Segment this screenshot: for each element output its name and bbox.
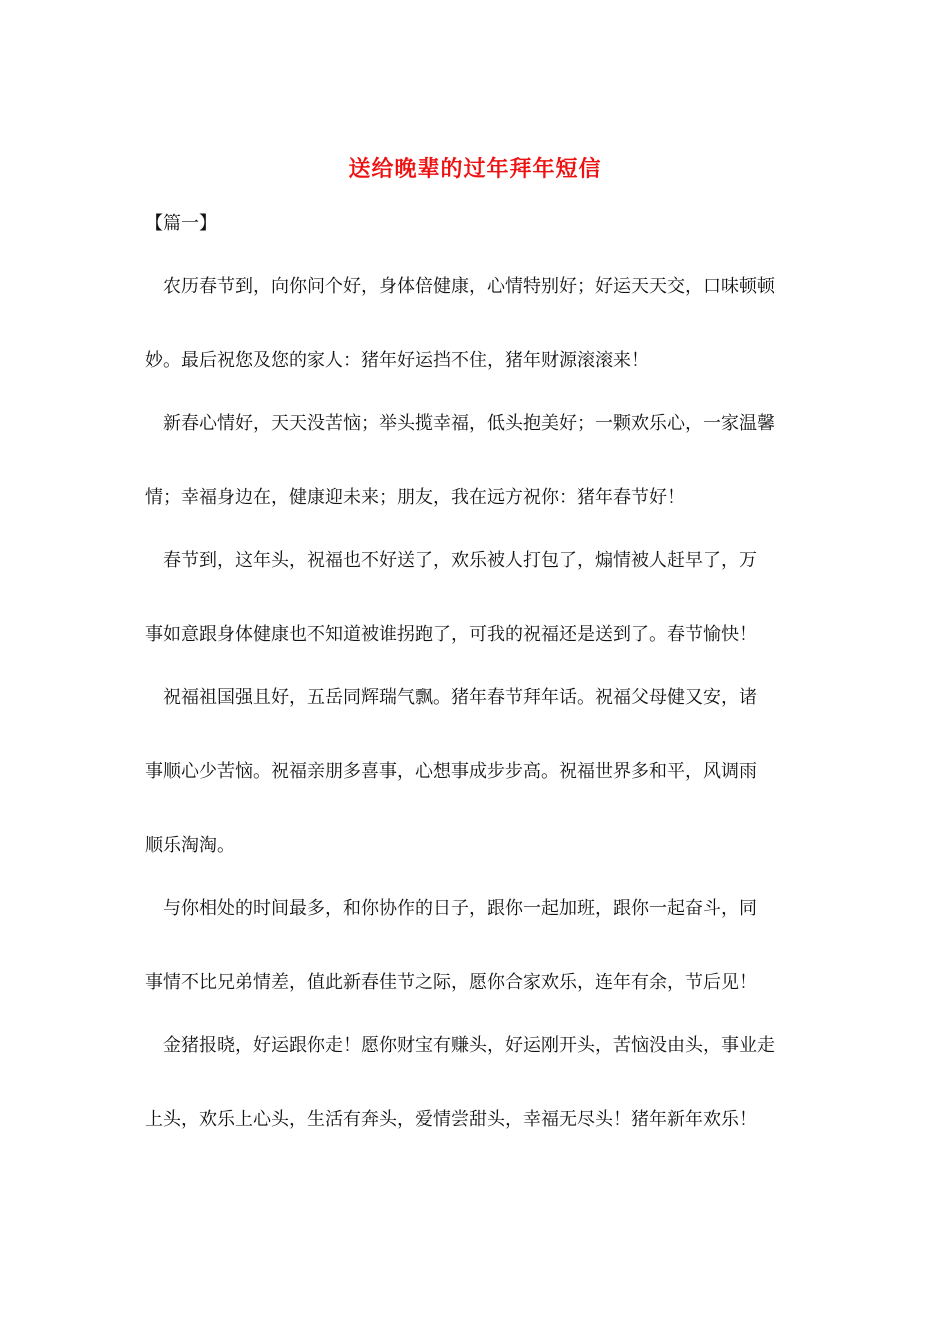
- paragraph-3-line-2: 事如意跟身体健康也不知道被谁拐跑了，可我的祝福还是送到了。春节愉快！: [145, 624, 757, 645]
- paragraph-5-line-1: 与你相处的时间最多，和你协作的日子，跟你一起加班，跟你一起奋斗，同: [163, 898, 757, 919]
- paragraph-4-line-1: 祝福祖国强且好，五岳同辉瑞气飘。猪年春节拜年话。祝福父母健又安，诸: [163, 687, 757, 708]
- paragraph-3-line-1: 春节到，这年头，祝福也不好送了，欢乐被人打包了，煽情被人赶早了，万: [163, 550, 757, 571]
- paragraph-1-line-1: 农历春节到，向你问个好，身体倍健康，心情特别好；好运天天交，口味顿顿: [163, 276, 775, 297]
- paragraph-2-line-1: 新春心情好，天天没苦恼；举头揽幸福，低头抱美好；一颗欢乐心，一家温馨: [163, 413, 775, 434]
- section-heading: 【篇一】: [145, 213, 217, 234]
- paragraph-1-line-2: 妙。最后祝您及您的家人：猪年好运挡不住，猪年财源滚滚来！: [145, 350, 649, 371]
- document-title: 送给晚辈的过年拜年短信: [348, 157, 602, 182]
- paragraph-6-line-1: 金猪报晓，好运跟你走！愿你财宝有赚头，好运刚开头，苦恼没由头，事业走: [163, 1035, 775, 1056]
- paragraph-6-line-2: 上头，欢乐上心头，生活有奔头，爱情尝甜头，幸福无尽头！猪年新年欢乐！: [145, 1109, 757, 1130]
- paragraph-2-line-2: 情；幸福身边在，健康迎未来；朋友，我在远方祝你：猪年春节好！: [145, 487, 685, 508]
- paragraph-4-line-3: 顺乐淘淘。: [145, 835, 235, 856]
- paragraph-4-line-2: 事顺心少苦恼。祝福亲朋多喜事，心想事成步步高。祝福世界多和平，风调雨: [145, 761, 757, 782]
- paragraph-5-line-2: 事情不比兄弟情差，值此新春佳节之际，愿你合家欢乐，连年有余，节后见！: [145, 972, 757, 993]
